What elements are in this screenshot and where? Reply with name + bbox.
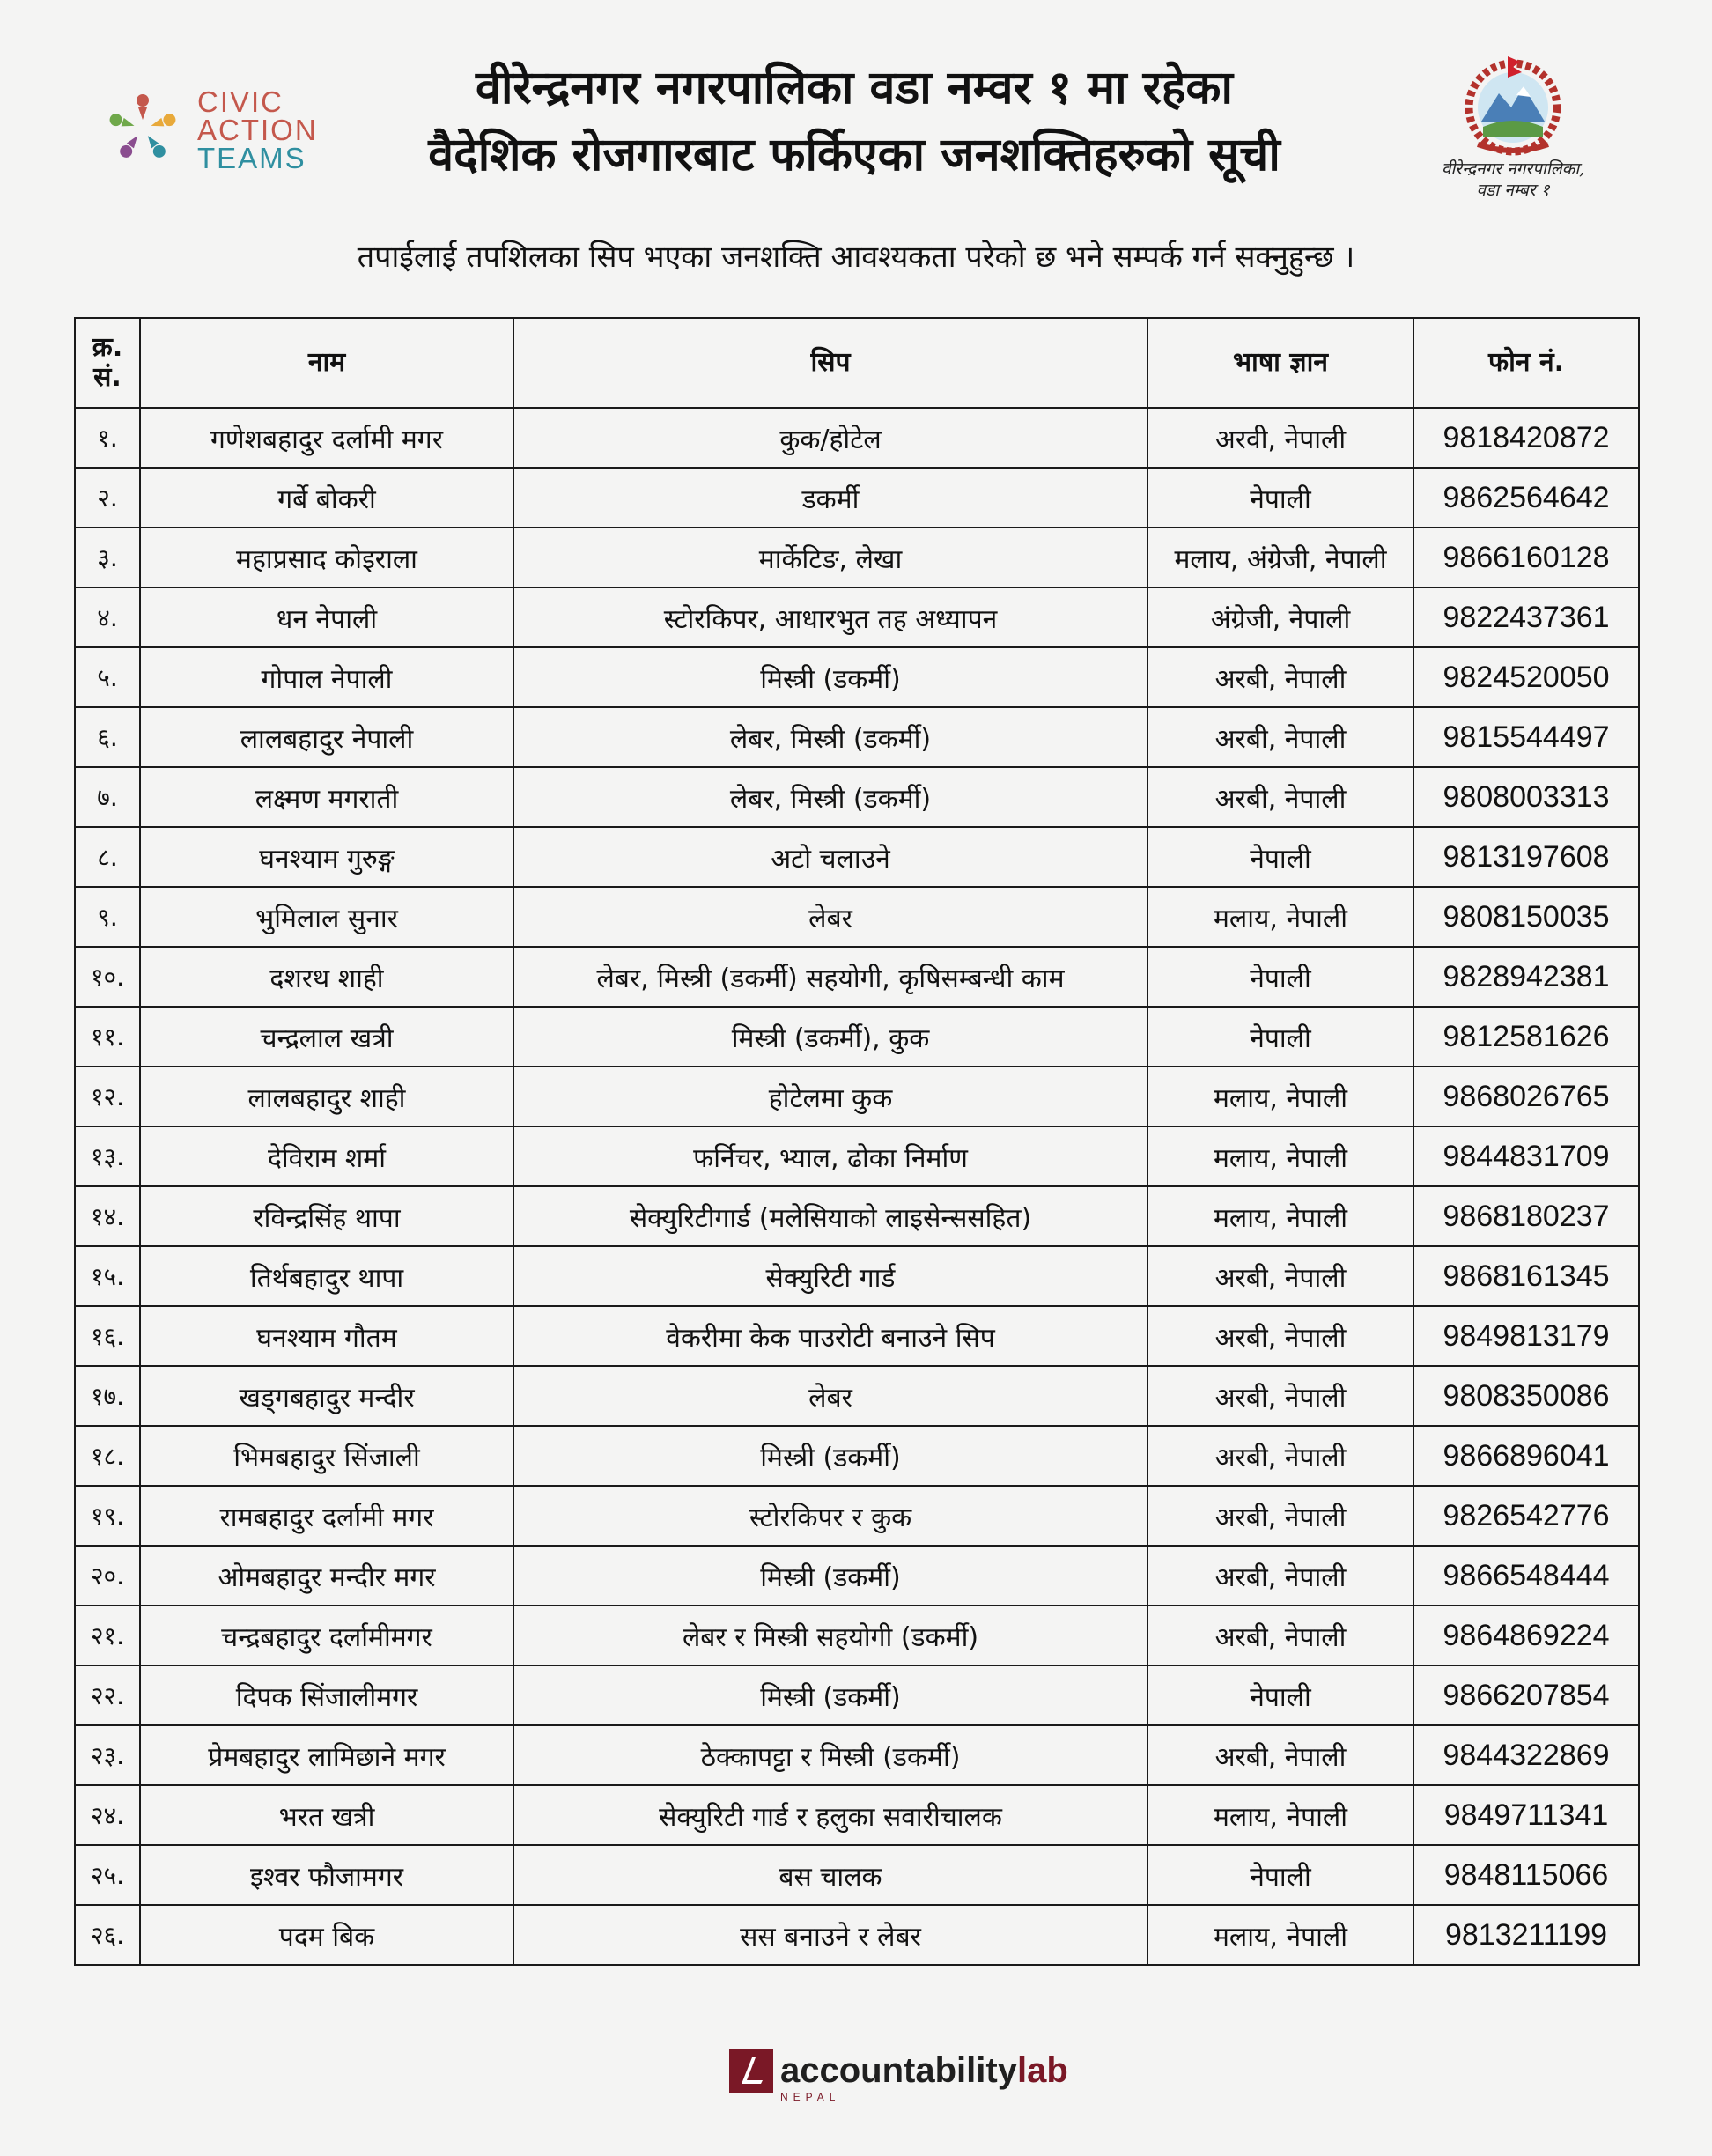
column-header-name: नाम bbox=[140, 318, 513, 408]
cell-language: अंग्रेजी, नेपाली bbox=[1147, 587, 1413, 647]
cell-phone: 9813211199 bbox=[1413, 1905, 1639, 1965]
cell-language: अरबी, नेपाली bbox=[1147, 1486, 1413, 1546]
cell-name: गर्बे बोकरी bbox=[140, 468, 513, 528]
table-row bbox=[75, 1905, 1639, 1965]
cell-skill: बस चालक bbox=[513, 1845, 1147, 1905]
cell-phone: 9866548444 bbox=[1413, 1546, 1639, 1606]
cell-name: भिमबहादुर सिंजाली bbox=[140, 1426, 513, 1486]
cell-sn: २४. bbox=[75, 1785, 140, 1845]
cell-language: मलाय, नेपाली bbox=[1147, 1785, 1413, 1845]
table-row bbox=[75, 1546, 1639, 1606]
cell-phone: 9844322869 bbox=[1413, 1725, 1639, 1785]
cell-sn: ११. bbox=[75, 1007, 140, 1067]
table-row bbox=[75, 1486, 1639, 1546]
cell-phone: 9848115066 bbox=[1413, 1845, 1639, 1905]
table-row bbox=[75, 1186, 1639, 1246]
cell-skill: स्टोरकिपर, आधारभुत तह अध्यापन bbox=[513, 587, 1147, 647]
cell-sn: ९. bbox=[75, 887, 140, 947]
accountability-lab-logo bbox=[729, 2049, 1068, 2110]
nepal-government-emblem-icon bbox=[1425, 53, 1601, 159]
brand-main: accountability bbox=[780, 2051, 1017, 2090]
cell-skill: लेबर, मिस्त्री (डकर्मी) bbox=[513, 767, 1147, 827]
cell-phone: 9808350086 bbox=[1413, 1366, 1639, 1426]
table-row bbox=[75, 1606, 1639, 1665]
cell-sn: ५. bbox=[75, 647, 140, 707]
table-row bbox=[75, 1366, 1639, 1426]
cell-language: अरबी, नेपाली bbox=[1147, 1366, 1413, 1426]
cell-skill: फर्निचर, भ्याल, ढोका निर्माण bbox=[513, 1126, 1147, 1186]
cell-sn: १७. bbox=[75, 1366, 140, 1426]
cell-skill: लेबर, मिस्त्री (डकर्मी) bbox=[513, 707, 1147, 767]
table-row bbox=[75, 767, 1639, 827]
cell-name: दिपक सिंजालीमगर bbox=[140, 1665, 513, 1725]
cell-skill: मिस्त्री (डकर्मी) bbox=[513, 1426, 1147, 1486]
cell-sn: २२. bbox=[75, 1665, 140, 1725]
cell-language: मलाय, नेपाली bbox=[1147, 887, 1413, 947]
cell-phone: 9849711341 bbox=[1413, 1785, 1639, 1845]
cell-name: खड्गबहादुर मन्दीर bbox=[140, 1366, 513, 1426]
cell-skill: लेबर bbox=[513, 1366, 1147, 1426]
cell-phone: 9822437361 bbox=[1413, 587, 1639, 647]
cell-skill: ठेक्कापट्टा र मिस्त्री (डकर्मी) bbox=[513, 1725, 1147, 1785]
cell-language: मलाय, नेपाली bbox=[1147, 1126, 1413, 1186]
cell-name: चन्द्रबहादुर दर्लामीमगर bbox=[140, 1606, 513, 1665]
cell-sn: १३. bbox=[75, 1126, 140, 1186]
cell-name: घनश्याम गौतम bbox=[140, 1306, 513, 1366]
cell-sn: २१. bbox=[75, 1606, 140, 1665]
cell-sn: ३. bbox=[75, 528, 140, 587]
cell-skill: लेबर, मिस्त्री (डकर्मी) सहयोगी, कृषिसम्बन्धी काम bbox=[513, 947, 1147, 1007]
cell-language: नेपाली bbox=[1147, 1665, 1413, 1725]
cell-phone: 9868026765 bbox=[1413, 1067, 1639, 1126]
table-row bbox=[75, 408, 1639, 468]
cell-language: मलाय, नेपाली bbox=[1147, 1905, 1413, 1965]
brand-accent: lab bbox=[1016, 2051, 1068, 2090]
cell-name: लक्ष्मण मगराती bbox=[140, 767, 513, 827]
cell-skill: मिस्त्री (डकर्मी) bbox=[513, 1546, 1147, 1606]
cell-skill: कुक/होटेल bbox=[513, 408, 1147, 468]
table-row bbox=[75, 827, 1639, 887]
cell-skill: अटो चलाउने bbox=[513, 827, 1147, 887]
logo-line-civic: CIVIC bbox=[197, 85, 284, 118]
page-title bbox=[326, 55, 1383, 188]
cell-language: अरबी, नेपाली bbox=[1147, 767, 1413, 827]
cell-sn: १. bbox=[75, 408, 140, 468]
workforce-table bbox=[74, 317, 1640, 1966]
cell-language: नेपाली bbox=[1147, 468, 1413, 528]
cell-phone: 9813197608 bbox=[1413, 827, 1639, 887]
cell-sn: २५. bbox=[75, 1845, 140, 1905]
cell-language: मलाय, अंग्रेजी, नेपाली bbox=[1147, 528, 1413, 587]
brand-subtitle: NEPAL bbox=[780, 2091, 841, 2103]
cell-skill: मार्केटिङ, लेखा bbox=[513, 528, 1147, 587]
table-row bbox=[75, 1426, 1639, 1486]
cell-sn: १९. bbox=[75, 1486, 140, 1546]
column-header-phone: फोन नं. bbox=[1413, 318, 1639, 408]
cell-language: अरबी, नेपाली bbox=[1147, 1546, 1413, 1606]
cell-sn: २०. bbox=[75, 1546, 140, 1606]
cell-sn: ७. bbox=[75, 767, 140, 827]
cell-sn: १०. bbox=[75, 947, 140, 1007]
page-subtitle: तपाईलाई तपशिलका सिप भएका जनशक्ति आवश्यकता परेको छ भने सम्पर्क गर्न सक्नुहुन्छ । bbox=[357, 240, 1355, 275]
cell-phone: 9812581626 bbox=[1413, 1007, 1639, 1067]
cell-name: गणेशबहादुर दर्लामी मगर bbox=[140, 408, 513, 468]
emblem-caption-line-2: वडा नम्बर १ bbox=[1476, 181, 1550, 200]
cell-name: लालबहादुर नेपाली bbox=[140, 707, 513, 767]
table-row bbox=[75, 528, 1639, 587]
cell-phone: 9808150035 bbox=[1413, 887, 1639, 947]
cell-skill: मिस्त्री (डकर्मी) bbox=[513, 1665, 1147, 1725]
cell-phone: 9868180237 bbox=[1413, 1186, 1639, 1246]
cell-sn: १८. bbox=[75, 1426, 140, 1486]
cell-skill: सेक्युरिटी गार्ड bbox=[513, 1246, 1147, 1306]
table-row bbox=[75, 587, 1639, 647]
logo-line-action: ACTION bbox=[197, 114, 318, 146]
cell-skill: मिस्त्री (डकर्मी), कुक bbox=[513, 1007, 1147, 1067]
cell-phone: 9866160128 bbox=[1413, 528, 1639, 587]
emblem-caption-line-1: वीरेन्द्रनगर नगरपालिका, bbox=[1441, 159, 1585, 179]
table-row bbox=[75, 1067, 1639, 1126]
cell-skill: सेक्युरिटी गार्ड र हलुका सवारीचालक bbox=[513, 1785, 1147, 1845]
cell-name: लालबहादुर शाही bbox=[140, 1067, 513, 1126]
cell-skill: वेकरीमा केक पाउरोटी बनाउने सिप bbox=[513, 1306, 1147, 1366]
table-row bbox=[75, 887, 1639, 947]
column-header-sn-line-1: क्र. bbox=[92, 332, 123, 363]
table-row bbox=[75, 1725, 1639, 1785]
table-row bbox=[75, 647, 1639, 707]
cell-name: देविराम शर्मा bbox=[140, 1126, 513, 1186]
cell-language: अरबी, नेपाली bbox=[1147, 1606, 1413, 1665]
table-row bbox=[75, 947, 1639, 1007]
cell-name: भुमिलाल सुनार bbox=[140, 887, 513, 947]
table-row bbox=[75, 1785, 1639, 1845]
cell-skill: सेक्युरिटीगार्ड (मलेसियाको लाइसेन्ससहित) bbox=[513, 1186, 1147, 1246]
cell-phone: 9866207854 bbox=[1413, 1665, 1639, 1725]
title-line-1: वीरेन्द्रनगर नगरपालिका वडा नम्वर १ मा रहेका bbox=[476, 62, 1233, 114]
cell-sn: २६. bbox=[75, 1905, 140, 1965]
cell-name: महाप्रसाद कोइराला bbox=[140, 528, 513, 587]
cell-phone: 9844831709 bbox=[1413, 1126, 1639, 1186]
cell-sn: १५. bbox=[75, 1246, 140, 1306]
cell-phone: 9826542776 bbox=[1413, 1486, 1639, 1546]
cell-name: तिर्थबहादुर थापा bbox=[140, 1246, 513, 1306]
cell-language: अरबी, नेपाली bbox=[1147, 1306, 1413, 1366]
cell-sn: ८. bbox=[75, 827, 140, 887]
cell-name: चन्द्रलाल खत्री bbox=[140, 1007, 513, 1067]
cell-phone: 9815544497 bbox=[1413, 707, 1639, 767]
table-row bbox=[75, 1246, 1639, 1306]
cell-language: नेपाली bbox=[1147, 1007, 1413, 1067]
cell-phone: 9849813179 bbox=[1413, 1306, 1639, 1366]
civic-action-teams-logo bbox=[99, 81, 336, 178]
cell-language: अरबी, नेपाली bbox=[1147, 1725, 1413, 1785]
cell-name: गोपाल नेपाली bbox=[140, 647, 513, 707]
cell-name: पदम बिक bbox=[140, 1905, 513, 1965]
cell-name: इश्वर फौजामगर bbox=[140, 1845, 513, 1905]
column-header-language: भाषा ज्ञान bbox=[1147, 318, 1413, 408]
cell-language: अरबी, नेपाली bbox=[1147, 647, 1413, 707]
cell-skill: लेबर र मिस्त्री सहयोगी (डकर्मी) bbox=[513, 1606, 1147, 1665]
footer-brand-text bbox=[780, 2049, 1068, 2093]
cell-sn: १२. bbox=[75, 1067, 140, 1126]
cell-skill: सस बनाउने र लेबर bbox=[513, 1905, 1147, 1965]
civic-action-teams-mark-icon bbox=[99, 85, 187, 173]
cell-name: प्रेमबहादुर लामिछाने मगर bbox=[140, 1725, 513, 1785]
cell-name: रामबहादुर दर्लामी मगर bbox=[140, 1486, 513, 1546]
cell-phone: 9868161345 bbox=[1413, 1246, 1639, 1306]
cell-skill: स्टोरकिपर र कुक bbox=[513, 1486, 1147, 1546]
table-row bbox=[75, 1845, 1639, 1905]
cell-sn: ६. bbox=[75, 707, 140, 767]
cell-language: अरवी, नेपाली bbox=[1147, 408, 1413, 468]
cell-language: नेपाली bbox=[1147, 827, 1413, 887]
cell-name: रविन्द्रसिंह थापा bbox=[140, 1186, 513, 1246]
cell-phone: 9864869224 bbox=[1413, 1606, 1639, 1665]
table-row bbox=[75, 1126, 1639, 1186]
table-row bbox=[75, 1665, 1639, 1725]
table-body bbox=[75, 408, 1639, 1965]
cell-language: अरबी, नेपाली bbox=[1147, 707, 1413, 767]
table-row bbox=[75, 1306, 1639, 1366]
municipality-emblem bbox=[1425, 53, 1601, 220]
cell-name: दशरथ शाही bbox=[140, 947, 513, 1007]
cell-phone: 9824520050 bbox=[1413, 647, 1639, 707]
cell-sn: ४. bbox=[75, 587, 140, 647]
cell-sn: १४. bbox=[75, 1186, 140, 1246]
cell-skill: होटेलमा कुक bbox=[513, 1067, 1147, 1126]
table-row bbox=[75, 707, 1639, 767]
cell-sn: २. bbox=[75, 468, 140, 528]
table-row bbox=[75, 468, 1639, 528]
table-row bbox=[75, 1007, 1639, 1067]
cell-language: मलाय, नेपाली bbox=[1147, 1186, 1413, 1246]
column-header-sn-line-2: सं. bbox=[93, 362, 122, 393]
cell-phone: 9862564642 bbox=[1413, 468, 1639, 528]
cell-language: अरबी, नेपाली bbox=[1147, 1426, 1413, 1486]
cell-name: घनश्याम गुरुङ्ग bbox=[140, 827, 513, 887]
logo-line-teams: TEAMS bbox=[197, 142, 306, 174]
table-header-row bbox=[75, 318, 1639, 408]
cell-language: मलाय, नेपाली bbox=[1147, 1067, 1413, 1126]
cell-language: अरबी, नेपाली bbox=[1147, 1246, 1413, 1306]
cell-language: नेपाली bbox=[1147, 947, 1413, 1007]
cell-sn: २३. bbox=[75, 1725, 140, 1785]
cell-name: ओमबहादुर मन्दीर मगर bbox=[140, 1546, 513, 1606]
cell-phone: 9818420872 bbox=[1413, 408, 1639, 468]
cell-phone: 9828942381 bbox=[1413, 947, 1639, 1007]
accountability-lab-mark-icon bbox=[729, 2049, 773, 2093]
cell-skill: डकर्मी bbox=[513, 468, 1147, 528]
cell-sn: १६. bbox=[75, 1306, 140, 1366]
column-header-sn bbox=[75, 318, 140, 408]
cell-name: धन नेपाली bbox=[140, 587, 513, 647]
title-line-2: वैदेशिक रोजगारबाट फर्किएका जनशक्तिहरुको सूची bbox=[428, 129, 1280, 181]
cell-phone: 9808003313 bbox=[1413, 767, 1639, 827]
cell-language: नेपाली bbox=[1147, 1845, 1413, 1905]
cell-phone: 9866896041 bbox=[1413, 1426, 1639, 1486]
cell-skill: मिस्त्री (डकर्मी) bbox=[513, 647, 1147, 707]
column-header-skill: सिप bbox=[513, 318, 1147, 408]
cell-name: भरत खत्री bbox=[140, 1785, 513, 1845]
cell-skill: लेबर bbox=[513, 887, 1147, 947]
